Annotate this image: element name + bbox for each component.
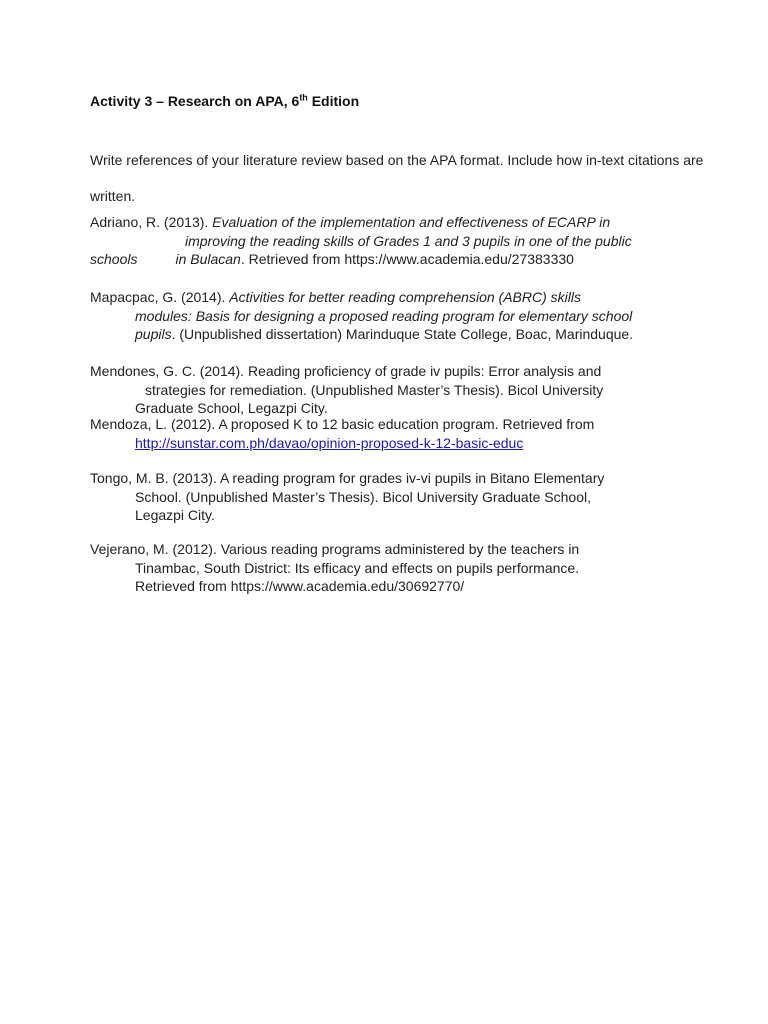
- reference-line: Vejerano, M. (2012). Various reading programs administered by the teachers in: [90, 541, 580, 557]
- title-text: Activity 3 – Research on APA, 6: [90, 93, 300, 109]
- reference-line: Tongo, M. B. (2013). A reading program for grades iv-vi pupils in Bitano Elementary: [90, 470, 605, 486]
- reference-mapacpac: [90, 288, 633, 344]
- reference-tongo: [90, 469, 604, 525]
- ref-title: schools: [90, 251, 138, 267]
- reference-line: Retrieved from https://www.academia.edu/30692770/: [135, 578, 465, 594]
- ref-title: in Bulacan: [175, 251, 241, 267]
- reference-line: School. (Unpublished Master’s Thesis). Bicol University Graduate School,: [135, 488, 591, 505]
- reference-line: [90, 250, 632, 269]
- ref-title: Evaluation of the implementation and effectiveness of ECARP in: [212, 214, 611, 230]
- reference-line: Mendoza, L. (2012). A proposed K to 12 basic education program. Retrieved from: [90, 416, 595, 432]
- ref-title: pupils: [135, 326, 172, 342]
- reference-line: [90, 213, 632, 232]
- ref-title: modules: Basis for designing a proposed reading program for elementary school: [135, 307, 633, 324]
- reference-line: [90, 232, 632, 251]
- reference-line: Graduate School, Legazpi City.: [135, 400, 328, 416]
- reference-mendones: [90, 362, 603, 418]
- reference-adriano: [90, 213, 632, 269]
- reference-line: Legazpi City.: [135, 507, 215, 523]
- ref-source: . (Unpublished dissertation) Marinduque State College, Boac, Marinduque.: [171, 326, 634, 342]
- reference-line: strategies for remediation. (Unpublished Master’s Thesis). Bicol University: [145, 381, 604, 398]
- reference-vejerano: [90, 540, 579, 596]
- ref-title: improving the reading skills of Grades 1 and 3 pupils in one of the public: [185, 232, 632, 249]
- ref-author: Adriano, R. (2013).: [90, 214, 213, 230]
- title-suffix: Edition: [307, 93, 360, 109]
- ref-author: Mapacpac, G. (2014).: [90, 289, 230, 305]
- instructions-paragraph: Write references of your literature review based on the APA format. Include how in-text citations are written.: [90, 152, 704, 204]
- reference-link[interactable]: http://sunstar.com.ph/davao/opinion-proposed-k-12-basic-educ: [135, 434, 524, 451]
- title-superscript: th: [299, 92, 308, 103]
- ref-title: Activities for better reading comprehension (ABRC) skills: [229, 289, 581, 305]
- reference-line: [90, 325, 633, 344]
- reference-line: [90, 288, 633, 307]
- reference-mendoza: [90, 415, 594, 452]
- reference-line: [90, 307, 633, 326]
- activity-title: [90, 93, 359, 109]
- ref-source: . Retrieved from https://www.academia.edu/27383330: [240, 251, 574, 267]
- reference-line: Tinambac, South District: Its efficacy and effects on pupils performance.: [135, 559, 580, 576]
- reference-line: Mendones, G. C. (2014). Reading proficiency of grade iv pupils: Error analysis and: [90, 363, 602, 379]
